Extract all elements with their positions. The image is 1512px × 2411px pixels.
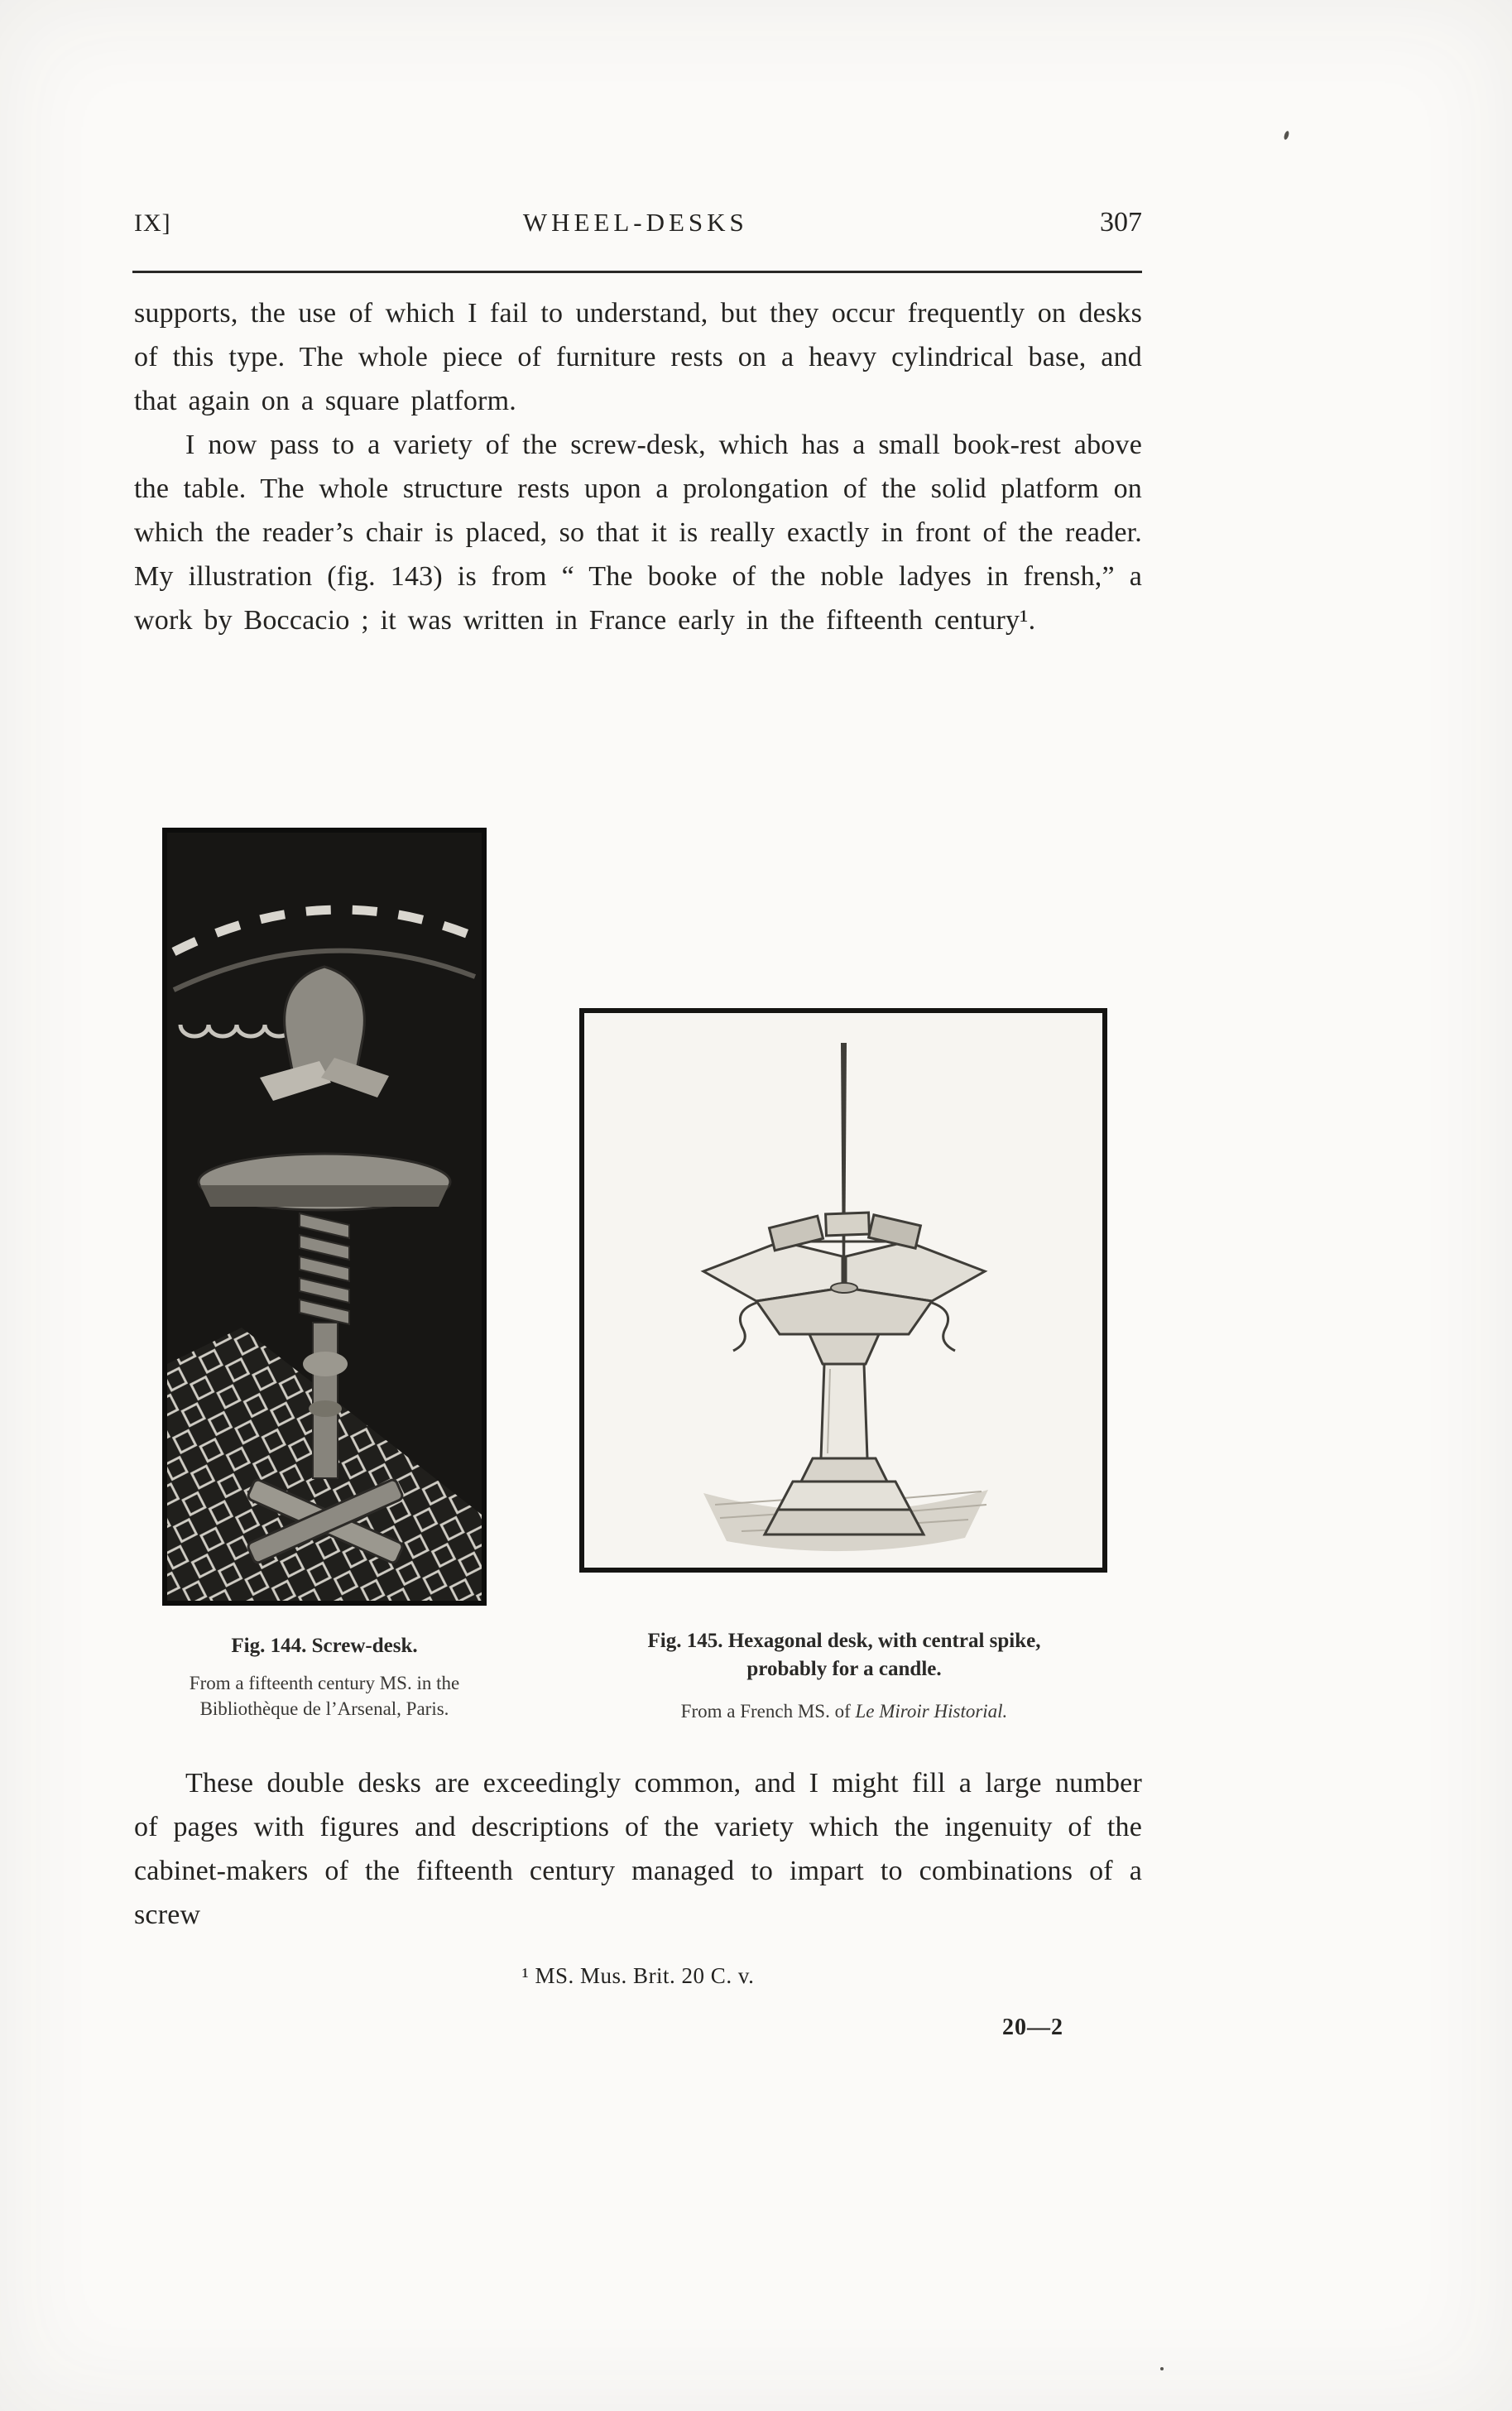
figure-145-source-title: Le Miroir Historial. — [855, 1701, 1008, 1722]
header-rule — [132, 271, 1142, 273]
figure-144-source — [142, 1670, 506, 1722]
fig-144-illustration — [162, 828, 487, 1606]
signature-mark: 20—2 — [1002, 2015, 1063, 2040]
figure-144-source-line1: From a fifteenth century MS. in the — [189, 1673, 460, 1693]
paragraph-1: supports, the use of which I fail to understand, but they occur frequently on desks of this type. The whole piece of furniture rests on a heavy cylindrical base, and that again on a square platform. — [134, 298, 1142, 416]
figure-145-caption — [546, 1627, 1142, 1724]
page-number: 307 — [1099, 207, 1142, 238]
page-header — [134, 207, 1142, 238]
table-top — [199, 1154, 450, 1210]
figure-145-image — [579, 1008, 1107, 1577]
figure-145-caption-title-line2: probably for a candle. — [746, 1658, 942, 1680]
body-text — [134, 291, 1142, 642]
running-title: WHEEL-DESKS — [522, 208, 748, 237]
figure-145-source — [546, 1698, 1142, 1724]
figure-144-source-line2: Bibliothèque de l’Arsenal, Paris. — [199, 1698, 449, 1719]
footnote: ¹ MS. Mus. Brit. 20 C. v. — [521, 1963, 755, 1988]
scan-speck — [1160, 2367, 1164, 2370]
fig-145-illustration — [579, 1008, 1107, 1573]
figure-144-caption — [142, 1632, 506, 1722]
figure-144-image — [162, 828, 487, 1610]
paragraph-3: These double desks are exceedingly common, and I might fill a large number of pages with figures and descriptions of the variety which the ingenuity of the cabinet-makers of the fifteenth century managed to impart to combinations of a screw — [134, 1768, 1142, 1930]
chapter-number: IX] — [134, 209, 171, 237]
scan-speck — [1283, 130, 1289, 140]
figure-145-caption-title-line1: Fig. 145. Hexagonal desk, with central spike, — [647, 1630, 1041, 1652]
paragraph-2: I now pass to a variety of the screw-desk, which has a small book-rest above the table. The whole structure rests upon a prolongation of the solid platform on which the reader’s chair is placed, so that it is really exactly in front of the reader. My illustration (fig. 143) is from “ The booke of the noble ladyes in frensh,” a work by Boccacio ; it was written in France early in the fifteenth century¹. — [134, 430, 1142, 636]
figure-145-source-prefix: From a French MS. of — [680, 1701, 856, 1722]
figure-144-caption-title: Fig. 144. Screw-desk. — [231, 1635, 418, 1657]
